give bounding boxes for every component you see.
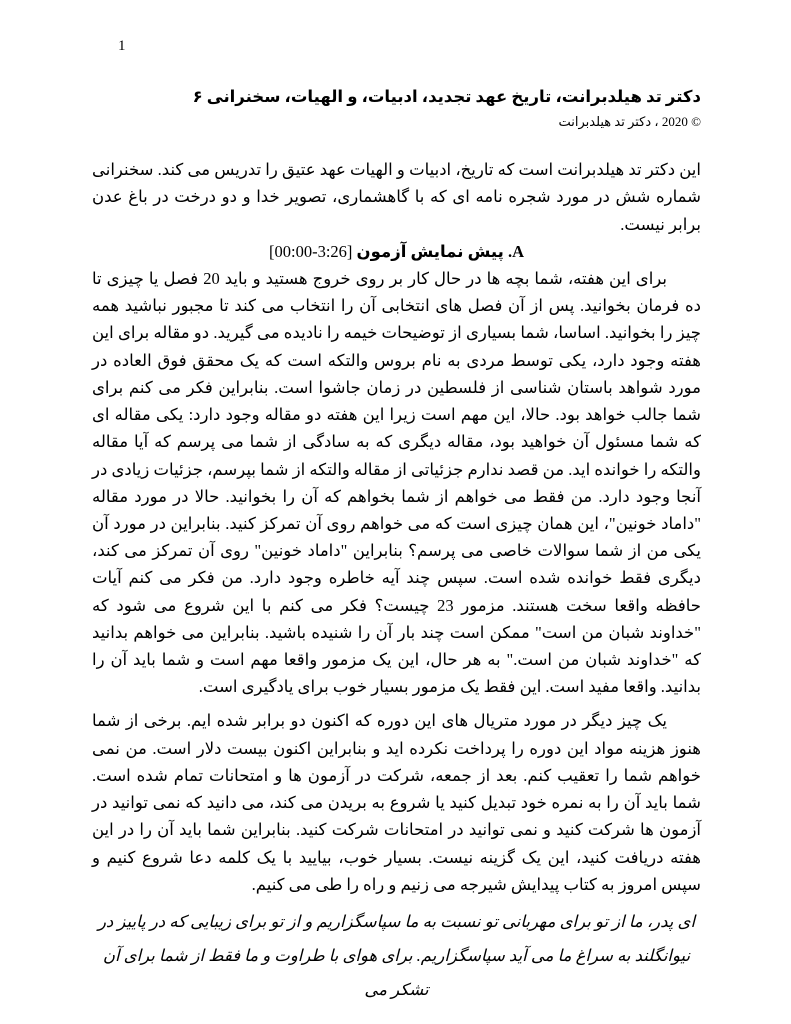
document-title: دکتر تد هیلدبرانت، تاریخ عهد تجدید، ادبیات، و الهیات، سخنرانی ۶	[192, 87, 701, 106]
body-paragraph-2: یک چیز دیگر در مورد متریال های این دوره که اکنون دو برابر شده ایم. برخی از شما هنوز هزینه مواد این دوره را پرداخت نکرده اید و بنابراین اکنون بیست دلار است. من نمی خواهم شما را تعقیب کنم. بعد از جمعه، شرکت در آزمون ها و امتحانات تمام شده است. شما باید آن را به نمره خود تبدیل کنید یا شروع به بریدن می کند، می دانید که نمی توانید در آزمون ها شرکت کنید و نمی توانید در امتحانات شرکت کنید. بنابراین شما باید آن را در این هفته دریافت کنید، این یک گزینه نیست. بسیار خوب، بیایید با یک کلمه دعا شروع کنیم و سپس امروز به کتاب پیدایش شیرجه می زنیم و راه را طی می کنیم.	[92, 711, 701, 894]
body-paragraph-1: برای این هفته، شما بچه ها در حال کار بر روی خروج هستید و باید 20 فصل یا چیزی تا ده فرمان بخوانید. پس از آن فصل های انتخابی آن را انتخاب می کند تا مجبور نباشید همه چیز را بخوانید. اساسا، شما بسیاری از توضیحات خیمه را نادیده می گیرید. دو مقاله برای این هفته وجود دارد، یکی توسط مردی به نام بروس والتکه است که یک محقق فوق العاده در مورد شواهد باستان شناسی از فلسطین در زمان جاشوا است. بنابراین فکر می کنم برای شما جالب خواهد بود. حالا، این مهم است زیرا این هفته دو مقاله وجود دارد: یکی مقاله ای که شما مسئول آن خواهید بود، مقاله دیگری که به سادگی از شما می پرسم که آیا مقاله والتکه را خوانده اید. من قصد ندارم جزئیاتی از مقاله والتکه از شما بپرسم، جزئیات زیادی در آنجا وجود دارد. من فقط می خواهم از شما بخواهم که آن را بخوانید. حالا در مورد مقاله "داماد خونین"، این همان چیزی است که می خواهم روی آن تمرکز کنید. بنابراین در مورد آن یکی من از شما سوالات خاصی می پرسم؟ بنابراین "داماد خونین" روی آن تمرکز می کند، دیگری فقط خوانده شده است. سپس چند آیه خاطره وجود دارد. من فکر می کنم آیات حافظه واقعا سخت هستند. مزمور 23 چیست؟ فکر می کنم با این شروع می شود که "خداوند شبان من است" ممکن است چند بار آن را شنیده باشید. بنابراین می خواهم بدانید که "خداوند شبان من است." به هر حال، این یک مزمور واقعا مهم است و شما باید آن را بدانید. واقعا مفید است. این فقط یک مزمور بسیار خوب برای یادگیری است.	[92, 268, 702, 697]
intro-paragraph: این دکتر تد هیلدبرانت است که تاریخ، ادبیات و الهیات عهد عتیق را تدریس می کند. سخنرانی شماره شش در مورد شجره نامه ای که با گاهشماری، تصویر خدا و دو درخت در باغ عدن برابر نیست.	[92, 160, 701, 234]
section-label: A. پیش نمایش آزمون	[356, 241, 524, 261]
copyright-line: © 2020 ، دکتر تد هیلدبرانت	[558, 114, 701, 130]
page-number: 1	[118, 38, 126, 54]
section-heading	[92, 238, 701, 265]
section-timecode: [3:26-00:00]	[268, 241, 353, 261]
prayer-paragraph: ای پدر، ما از تو برای مهربانی تو نسبت به ما سپاسگزاریم و از تو برای زیبایی که در پاییز در نیوانگلند به سراغ ما می آید سپاسگزاریم. برای هوای با طراوت و ما فقط از شما برای آن تشکر می	[97, 912, 696, 999]
